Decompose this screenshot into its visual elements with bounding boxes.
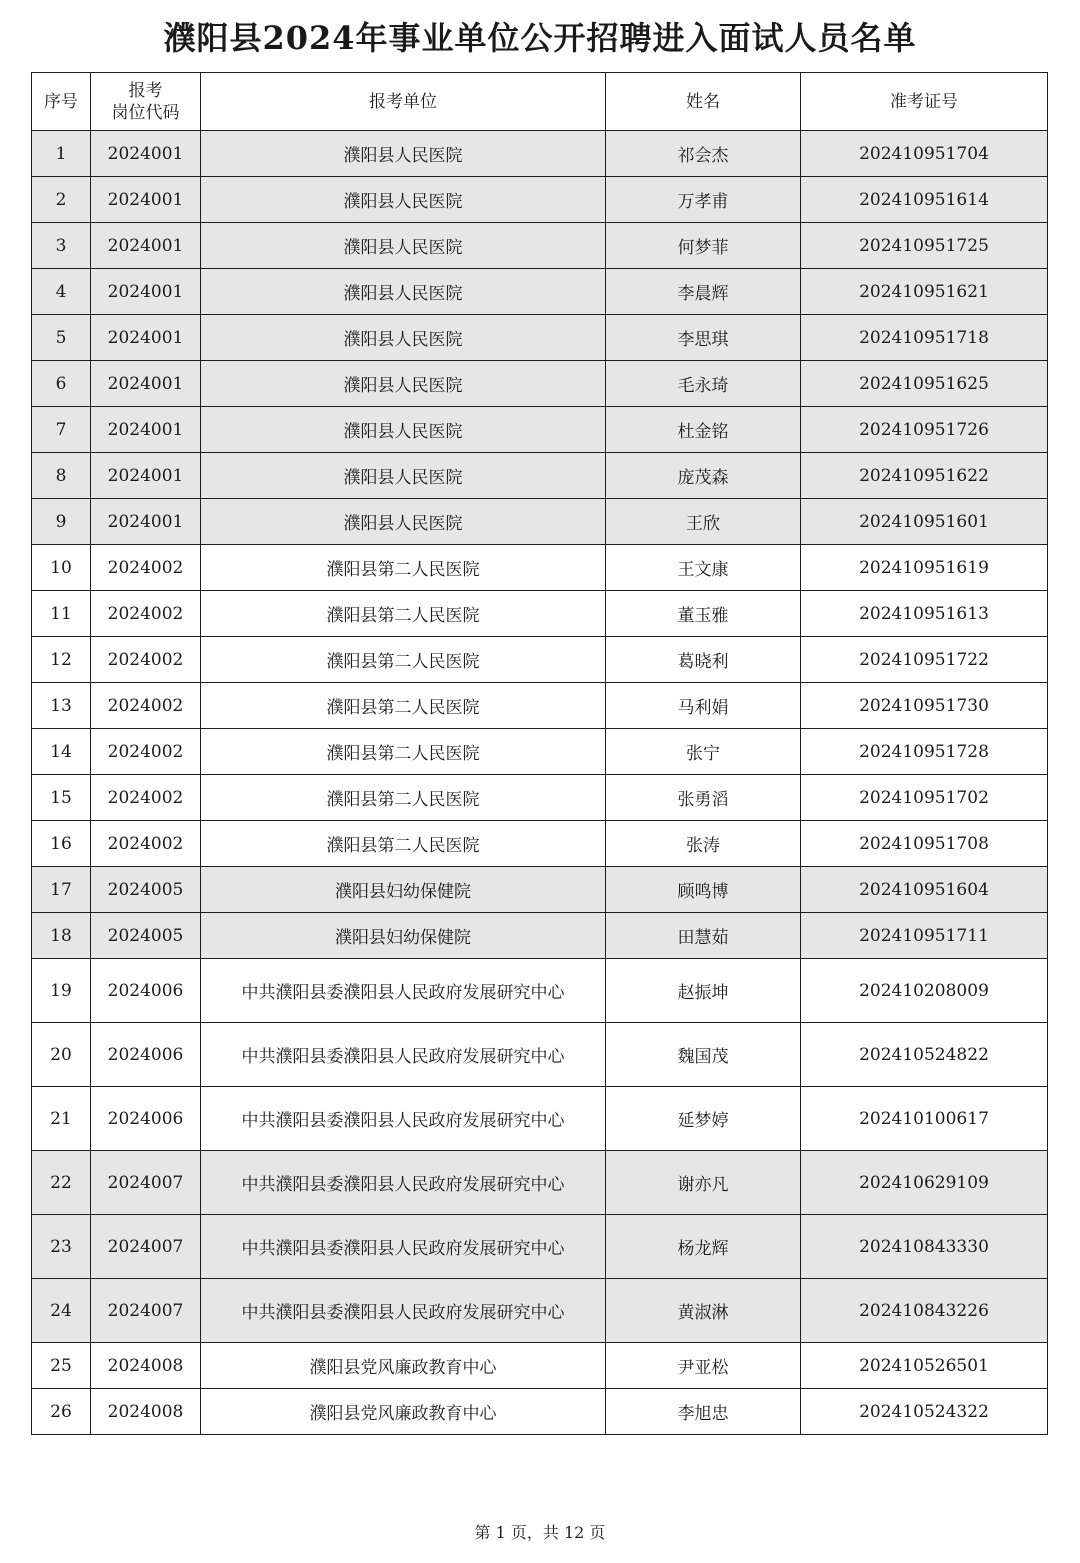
cell-post-code: 2024001 (91, 407, 201, 453)
cell-unit: 濮阳县第二人民医院 (201, 821, 606, 867)
table-row (32, 315, 1048, 361)
cell-unit: 濮阳县第二人民医院 (201, 775, 606, 821)
cell-ticket: 202410951725 (801, 223, 1048, 269)
table-row (32, 729, 1048, 775)
table-row (32, 223, 1048, 269)
header-unit: 报考单位 (201, 73, 606, 131)
cell-seq: 12 (32, 637, 91, 683)
table-header (32, 73, 1048, 131)
cell-name: 杜金铭 (606, 407, 801, 453)
table-row (32, 775, 1048, 821)
cell-ticket: 202410951711 (801, 913, 1048, 959)
cell-post-code: 2024002 (91, 729, 201, 775)
cell-seq: 23 (32, 1215, 91, 1279)
cell-post-code: 2024005 (91, 867, 201, 913)
cell-name: 毛永琦 (606, 361, 801, 407)
cell-post-code: 2024001 (91, 223, 201, 269)
cell-post-code: 2024001 (91, 131, 201, 177)
cell-seq: 11 (32, 591, 91, 637)
cell-seq: 16 (32, 821, 91, 867)
table-row (32, 131, 1048, 177)
page-footer (0, 1520, 1080, 1543)
header-post-code (91, 73, 201, 131)
table-row (32, 821, 1048, 867)
cell-seq: 3 (32, 223, 91, 269)
cell-name: 万孝甫 (606, 177, 801, 223)
cell-name: 张涛 (606, 821, 801, 867)
header-row (32, 73, 1048, 131)
cell-seq: 17 (32, 867, 91, 913)
cell-ticket: 202410951730 (801, 683, 1048, 729)
cell-ticket: 202410951726 (801, 407, 1048, 453)
cell-ticket: 202410951625 (801, 361, 1048, 407)
table-row (32, 361, 1048, 407)
cell-unit: 濮阳县党风廉政教育中心 (201, 1343, 606, 1389)
cell-seq: 14 (32, 729, 91, 775)
cell-unit: 濮阳县人民医院 (201, 453, 606, 499)
cell-unit: 中共濮阳县委濮阳县人民政府发展研究中心 (201, 1151, 606, 1215)
cell-post-code: 2024006 (91, 1023, 201, 1087)
cell-name: 顾鸣博 (606, 867, 801, 913)
cell-name: 祁会杰 (606, 131, 801, 177)
cell-ticket: 202410951601 (801, 499, 1048, 545)
cell-seq: 2 (32, 177, 91, 223)
cell-seq: 26 (32, 1389, 91, 1435)
table-body (32, 131, 1048, 1435)
cell-post-code: 2024005 (91, 913, 201, 959)
cell-ticket: 202410951604 (801, 867, 1048, 913)
cell-unit: 濮阳县人民医院 (201, 269, 606, 315)
cell-unit: 中共濮阳县委濮阳县人民政府发展研究中心 (201, 1215, 606, 1279)
table-row (32, 913, 1048, 959)
cell-name: 李晨辉 (606, 269, 801, 315)
header-ticket: 准考证号 (801, 73, 1048, 131)
table-row (32, 959, 1048, 1023)
table-row (32, 545, 1048, 591)
cell-unit: 中共濮阳县委濮阳县人民政府发展研究中心 (201, 1087, 606, 1151)
cell-seq: 10 (32, 545, 91, 591)
cell-seq: 5 (32, 315, 91, 361)
cell-seq: 6 (32, 361, 91, 407)
cell-ticket: 202410951718 (801, 315, 1048, 361)
cell-unit: 濮阳县第二人民医院 (201, 729, 606, 775)
cell-unit: 濮阳县人民医院 (201, 177, 606, 223)
cell-unit: 濮阳县人民医院 (201, 361, 606, 407)
cell-ticket: 202410951722 (801, 637, 1048, 683)
cell-ticket: 202410208009 (801, 959, 1048, 1023)
cell-unit: 濮阳县第二人民医院 (201, 683, 606, 729)
cell-seq: 9 (32, 499, 91, 545)
page-number-text: 第 1 页，共 12 页 (474, 1523, 606, 1542)
cell-unit: 濮阳县第二人民医院 (201, 637, 606, 683)
cell-seq: 13 (32, 683, 91, 729)
cell-name: 王欣 (606, 499, 801, 545)
cell-ticket: 202410951614 (801, 177, 1048, 223)
cell-name: 何梦菲 (606, 223, 801, 269)
cell-name: 黄淑淋 (606, 1279, 801, 1343)
cell-name: 张宁 (606, 729, 801, 775)
cell-seq: 20 (32, 1023, 91, 1087)
cell-name: 葛晓利 (606, 637, 801, 683)
cell-name: 魏国茂 (606, 1023, 801, 1087)
cell-ticket: 202410951621 (801, 269, 1048, 315)
table-row (32, 177, 1048, 223)
cell-unit: 濮阳县妇幼保健院 (201, 867, 606, 913)
cell-post-code: 2024006 (91, 959, 201, 1023)
cell-post-code: 2024002 (91, 545, 201, 591)
cell-ticket: 202410951622 (801, 453, 1048, 499)
cell-unit: 濮阳县人民医院 (201, 407, 606, 453)
cell-seq: 8 (32, 453, 91, 499)
table-row (32, 1215, 1048, 1279)
cell-name: 马利娟 (606, 683, 801, 729)
cell-ticket: 202410843226 (801, 1279, 1048, 1343)
cell-unit: 濮阳县人民医院 (201, 499, 606, 545)
cell-post-code: 2024002 (91, 591, 201, 637)
cell-seq: 24 (32, 1279, 91, 1343)
cell-ticket: 202410951708 (801, 821, 1048, 867)
cell-post-code: 2024001 (91, 315, 201, 361)
table-row (32, 407, 1048, 453)
page-title: 濮阳县2024年事业单位公开招聘进入面试人员名单 (163, 19, 917, 57)
cell-post-code: 2024001 (91, 177, 201, 223)
cell-seq: 4 (32, 269, 91, 315)
cell-ticket: 202410526501 (801, 1343, 1048, 1389)
cell-post-code: 2024007 (91, 1151, 201, 1215)
table-row (32, 1343, 1048, 1389)
header-post-code-line2: 岗位代码 (111, 102, 180, 123)
cell-name: 杨龙辉 (606, 1215, 801, 1279)
cell-post-code: 2024007 (91, 1215, 201, 1279)
header-name: 姓名 (606, 73, 801, 131)
cell-seq: 19 (32, 959, 91, 1023)
header-seq: 序号 (32, 73, 91, 131)
cell-name: 王文康 (606, 545, 801, 591)
cell-name: 延梦婷 (606, 1087, 801, 1151)
table-row (32, 1023, 1048, 1087)
table-row (32, 683, 1048, 729)
cell-ticket: 202410100617 (801, 1087, 1048, 1151)
cell-post-code: 2024006 (91, 1087, 201, 1151)
cell-unit: 濮阳县党风廉政教育中心 (201, 1389, 606, 1435)
cell-name: 董玉雅 (606, 591, 801, 637)
cell-ticket: 202410951613 (801, 591, 1048, 637)
table-row (32, 499, 1048, 545)
cell-unit: 濮阳县第二人民医院 (201, 545, 606, 591)
cell-seq: 7 (32, 407, 91, 453)
cell-post-code: 2024008 (91, 1343, 201, 1389)
cell-post-code: 2024002 (91, 683, 201, 729)
cell-unit: 中共濮阳县委濮阳县人民政府发展研究中心 (201, 1023, 606, 1087)
table-row (32, 1151, 1048, 1215)
cell-ticket: 202410951702 (801, 775, 1048, 821)
cell-seq: 18 (32, 913, 91, 959)
cell-unit: 濮阳县第二人民医院 (201, 591, 606, 637)
cell-post-code: 2024001 (91, 269, 201, 315)
cell-ticket: 202410951619 (801, 545, 1048, 591)
table-row (32, 1279, 1048, 1343)
cell-unit: 濮阳县妇幼保健院 (201, 913, 606, 959)
table-row (32, 591, 1048, 637)
cell-ticket: 202410843330 (801, 1215, 1048, 1279)
table-row (32, 269, 1048, 315)
cell-post-code: 2024002 (91, 821, 201, 867)
cell-name: 赵振坤 (606, 959, 801, 1023)
cell-name: 张勇滔 (606, 775, 801, 821)
cell-seq: 22 (32, 1151, 91, 1215)
cell-post-code: 2024008 (91, 1389, 201, 1435)
cell-unit: 濮阳县人民医院 (201, 223, 606, 269)
cell-unit: 濮阳县人民医院 (201, 131, 606, 177)
header-post-code-line1: 报考 (128, 80, 163, 101)
cell-name: 李旭忠 (606, 1389, 801, 1435)
table-row (32, 1087, 1048, 1151)
table-row (32, 1389, 1048, 1435)
cell-post-code: 2024001 (91, 361, 201, 407)
cell-post-code: 2024001 (91, 499, 201, 545)
cell-unit: 中共濮阳县委濮阳县人民政府发展研究中心 (201, 1279, 606, 1343)
cell-seq: 25 (32, 1343, 91, 1389)
cell-ticket: 202410524322 (801, 1389, 1048, 1435)
table-row (32, 867, 1048, 913)
cell-ticket: 202410951704 (801, 131, 1048, 177)
cell-seq: 21 (32, 1087, 91, 1151)
cell-post-code: 2024002 (91, 637, 201, 683)
cell-unit: 濮阳县人民医院 (201, 315, 606, 361)
table-row (32, 453, 1048, 499)
cell-post-code: 2024007 (91, 1279, 201, 1343)
cell-ticket: 202410951728 (801, 729, 1048, 775)
cell-name: 尹亚松 (606, 1343, 801, 1389)
cell-ticket: 202410629109 (801, 1151, 1048, 1215)
cell-name: 田慧茹 (606, 913, 801, 959)
cell-name: 庞茂森 (606, 453, 801, 499)
cell-name: 李思琪 (606, 315, 801, 361)
table-row (32, 637, 1048, 683)
cell-unit: 中共濮阳县委濮阳县人民政府发展研究中心 (201, 959, 606, 1023)
cell-post-code: 2024002 (91, 775, 201, 821)
cell-name: 谢亦凡 (606, 1151, 801, 1215)
cell-seq: 15 (32, 775, 91, 821)
cell-post-code: 2024001 (91, 453, 201, 499)
interview-list-table (31, 72, 1048, 1435)
cell-ticket: 202410524822 (801, 1023, 1048, 1087)
cell-seq: 1 (32, 131, 91, 177)
